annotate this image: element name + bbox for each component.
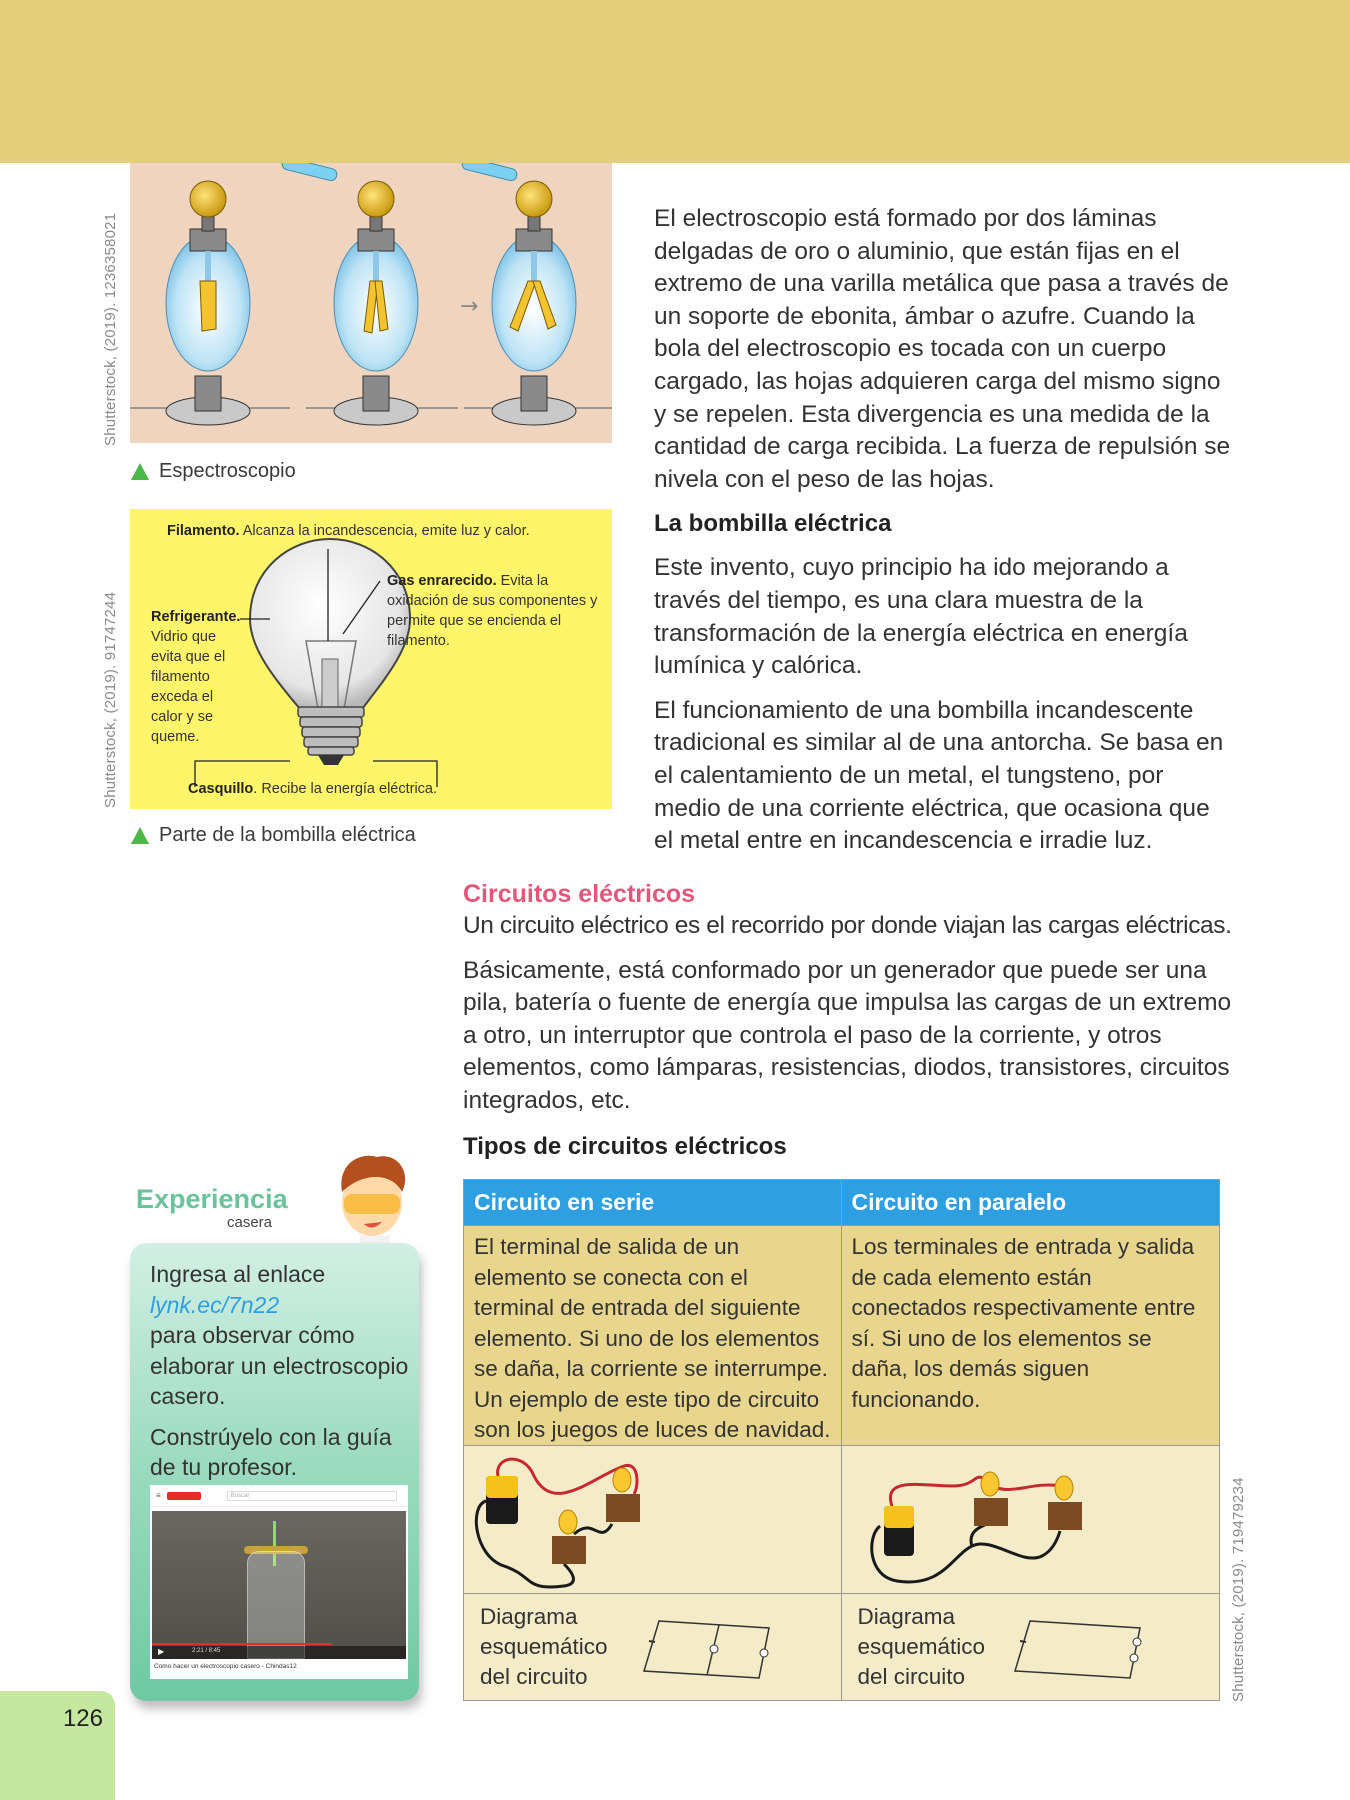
caption-bulb <box>131 824 416 847</box>
label-filamento <box>167 521 530 541</box>
label-text: Alcanza la incandescencia, emite luz y calor. <box>239 523 530 539</box>
electroscope-drawing <box>130 163 612 443</box>
paragraph-bombilla-1: Este invento, cuyo principio ha ido mejorando a través del tiempo, es una clara muestra de la transformación de la energía eléctrica en energía lumínica y calórica. <box>654 554 1188 680</box>
video-title: Como hacer un electroscopio casero - Chindas12 <box>154 1663 297 1670</box>
paragraph-electroscope: El electroscopio está formado por dos láminas delgadas de oro o aluminio, que están fijas en el extremo de una varilla metálica que pasa a través de un soporte de ebonita, ámbar o azufre. Cuando la bola del electroscopio es tocada con un cuerpo cargado, las hojas adquieren carga del mismo signo y se repelen. Esta divergencia es una medida de la cantidad de carga recibida. La fuerza de repulsión se nivela con el peso de las hojas. <box>654 205 1231 493</box>
series-circuit-illustration <box>464 1446 842 1594</box>
circuit-types-table <box>463 1179 1220 1701</box>
table-row-schematic <box>464 1593 1219 1700</box>
experiencia-text <box>150 1259 410 1493</box>
right-column-text <box>654 203 1234 870</box>
text: Ingresa al enlace <box>150 1261 326 1287</box>
triangle-bullet-icon <box>131 463 149 480</box>
caption-text: Espectroscopio <box>159 460 296 482</box>
lynk-link[interactable]: lynk.ec/7n22 <box>150 1291 280 1318</box>
arrow-right-icon: → <box>460 294 479 319</box>
page-number-tab <box>0 1691 115 1800</box>
video-thumbnail[interactable] <box>150 1485 408 1679</box>
menu-icon: ≡ <box>156 1491 161 1500</box>
schematic-label: Diagrama esquemático del circuito <box>480 1604 608 1689</box>
label-refrigerante <box>151 607 241 747</box>
video-controls[interactable] <box>152 1646 406 1659</box>
bulb-icon <box>974 1472 1008 1526</box>
heading-bombilla: La bombilla eléctrica <box>654 510 892 538</box>
table-row-illustration <box>464 1445 1219 1593</box>
play-icon[interactable]: ▶ <box>158 1647 165 1656</box>
label-text: . Recibe la energía eléctrica. <box>253 781 438 797</box>
label-text: Evita la oxidación de sus componentes y permite que se encienda el filamento. <box>387 573 598 649</box>
image-credit-bulb: Shutterstock, (2019). 91747244 <box>102 591 119 808</box>
scientist-character-icon <box>322 1152 422 1247</box>
caption-electroscope <box>131 460 296 483</box>
image-credit-circuits: Shutterstock, (2019). 719479234 <box>1230 1477 1247 1702</box>
triangle-bullet-icon <box>131 827 149 844</box>
video-progress-bar[interactable] <box>152 1643 332 1645</box>
circuits-section <box>463 878 1233 1164</box>
paragraph-bombilla-2: El funcionamiento de una bombilla incandescente tradicional es similar al de una antorcha. Se basa en el calentamiento de un metal, el tungsteno, por medio de una corriente eléctrica, que ocasiona que el metal entre en incandescencia e irradie luz. <box>654 696 1224 855</box>
table-header-row <box>464 1180 1219 1225</box>
header-paralelo: Circuito en paralelo <box>851 1189 1067 1215</box>
label-title: Gas enrarecido. <box>387 573 497 589</box>
schematic-serie <box>464 1594 842 1700</box>
experiencia-paragraph-1 <box>150 1259 410 1412</box>
illustration-serie <box>464 1446 842 1593</box>
experiencia-paragraph-2: Constrúyelo con la guía de tu profesor. <box>150 1423 392 1480</box>
header-serie: Circuito en serie <box>464 1180 842 1225</box>
description-serie: El terminal de salida de un elemento se conecta con el terminal de entrada del siguiente elemento. Si uno de los elementos se daña, la corriente se interrumpe. Un ejemplo de este tipo de circuito son los juegos de luces de navidad. <box>464 1226 842 1445</box>
parallel-circuit-illustration <box>842 1446 1220 1594</box>
label-text: Vidrio que evita que el filamento exceda el calor y se queme. <box>151 629 226 745</box>
image-credit-electroscope: Shutterstock, (2019). 1236358021 <box>102 212 119 446</box>
label-title: Casquillo <box>188 781 254 797</box>
electroscope-illustration <box>130 163 612 443</box>
experiencia-title: Experiencia <box>136 1184 288 1214</box>
video-topbar <box>150 1485 408 1507</box>
experiencia-subtitle: casera <box>227 1214 273 1231</box>
page-number: 126 <box>62 1705 103 1732</box>
bulb-icon <box>552 1510 586 1564</box>
bulb-diagram <box>130 509 612 809</box>
paragraph-circuitos-1: Un circuito eléctrico es el recorrido por donde viajan las cargas eléctricas. <box>463 912 1232 939</box>
bulb-icon <box>606 1468 640 1522</box>
caption-text: Parte de la bombilla eléctrica <box>159 824 416 846</box>
video-time: 2:21 / 8:45 <box>192 1648 221 1654</box>
schematic-label: Diagrama esquemático del circuito <box>857 1604 986 1689</box>
table-row-description <box>464 1225 1219 1445</box>
schematic-diagram-b <box>1010 1616 1150 1686</box>
label-casquillo <box>188 779 437 799</box>
paragraph-circuitos-2: Básicamente, está conformado por un generador que puede ser una pila, batería o fuente de energía que impulsa las cargas de un extremo a otro, un interruptor que controla el paso de la corriente, y otros elementos, como lámparas, resistencias, diodos, transistores, circuitos integrados, etc. <box>463 956 1232 1114</box>
heading-circuitos: Circuitos eléctricos <box>463 880 696 908</box>
label-title: Filamento. <box>167 523 240 539</box>
illustration-paralelo <box>842 1446 1220 1593</box>
label-gas <box>387 571 607 651</box>
description-paralelo: Los terminales de entrada y salida de cada elemento están conectados respectivamente entre sí. Si uno de los elementos se daña, los demás siguen funcionando. <box>851 1234 1196 1412</box>
top-banner <box>0 0 1350 163</box>
heading-tipos: Tipos de circuitos eléctricos <box>463 1132 787 1160</box>
text: para observar cómo elaborar un electroscopio casero. <box>150 1322 409 1409</box>
schematic-diagram-a <box>639 1616 779 1686</box>
video-frame[interactable] <box>152 1511 406 1659</box>
label-title: Refrigerante. <box>151 609 241 625</box>
youtube-logo-icon <box>167 1492 201 1500</box>
schematic-paralelo <box>842 1594 1220 1700</box>
video-search-input[interactable]: Buscar <box>227 1491 397 1501</box>
